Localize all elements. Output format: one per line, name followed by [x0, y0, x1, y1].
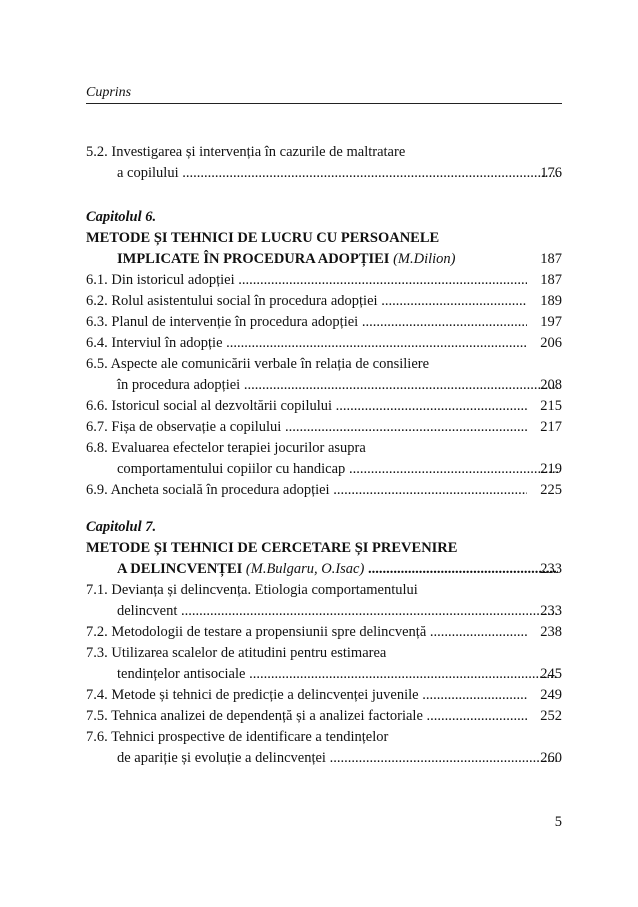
- toc-page-number: 189: [540, 293, 562, 309]
- toc-entry-7-6: 7.6. Tehnici prospective de identificare a tendințelor: [86, 729, 389, 745]
- chapter-title-continuation: A DELINCVENȚEI: [117, 561, 243, 577]
- chapter-label: Capitolul 6.: [86, 209, 157, 225]
- toc-page-number: 249: [540, 687, 562, 703]
- toc-page-number: 176: [540, 165, 562, 181]
- chapter-title-continuation: IMPLICATE ÎN PROCEDURA ADOPȚIEI: [117, 251, 390, 267]
- chapter-title: METODE ȘI TEHNICI DE LUCRU CU PERSOANELE: [86, 230, 440, 246]
- toc-entry-continuation: a copilului .....: [86, 163, 558, 184]
- toc-page-number: 225: [540, 482, 562, 498]
- toc-page-number: 208: [540, 377, 562, 393]
- toc-entry-6-2: 6.2. Rolul asistentului social în procedura adopției .....: [86, 291, 527, 312]
- toc-entry-6-1: 6.1. Din istoricul adopției .....: [86, 270, 527, 291]
- toc-page-number: 219: [540, 461, 562, 477]
- toc-section-7: [86, 580, 562, 769]
- toc-page-number: 252: [540, 708, 562, 724]
- toc-entry-7-5: 7.5. Tehnica analizei de dependență și a analizei factoriale .....: [86, 706, 527, 727]
- chapter-title: METODE ȘI TEHNICI DE CERCETARE ȘI PREVENIRE: [86, 540, 458, 556]
- toc-entry-6-7: 6.7. Fișa de observație a copilului .....: [86, 417, 527, 438]
- header-rule: [86, 103, 562, 104]
- toc-entry-5-2: [86, 142, 562, 184]
- toc-entry-6-6: 6.6. Istoricul social al dezvoltării copilului .....: [86, 396, 527, 417]
- running-header: Cuprins: [86, 85, 132, 100]
- toc-entry-text: 5.2. Investigarea și intervenția în cazurile de maltratare: [86, 144, 406, 160]
- toc-entry-continuation: de apariție și evoluție a delincvenței .....: [86, 748, 558, 769]
- chapter-7-heading: [86, 517, 562, 580]
- toc-entry-6-9: 6.9. Ancheta socială în procedura adopției .....: [86, 480, 527, 501]
- toc-page-number: 233: [540, 603, 562, 619]
- toc-page-number: 260: [540, 750, 562, 766]
- toc-entry-6-8: 6.8. Evaluarea efectelor terapiei jocurilor asupra: [86, 440, 366, 456]
- chapter-label: Capitolul 7.: [86, 519, 157, 535]
- toc-page-number: 187: [540, 251, 562, 267]
- toc-entry-continuation: comportamentului copiilor cu handicap .....: [86, 459, 558, 480]
- toc-entry-continuation: în procedura adopției .....: [86, 375, 558, 396]
- toc-entry-7-1: 7.1. Devianța și delincvența. Etiologia comportamentului: [86, 582, 418, 598]
- toc-entry-6-4: 6.4. Interviul în adopție .....: [86, 333, 527, 354]
- toc-entry-7-2: 7.2. Metodologii de testare a propensiunii spre delincvență .....: [86, 622, 527, 643]
- toc-page-number: 217: [540, 419, 562, 435]
- toc-page-number: 206: [540, 335, 562, 351]
- toc-entry-continuation: delincvent .....: [86, 601, 558, 622]
- toc-page-number: 233: [540, 561, 562, 577]
- toc-entry-6-5: 6.5. Aspecte ale comunicării verbale în relația de consiliere: [86, 356, 430, 372]
- chapter-authors: (M.Bulgaru, O.Isac): [245, 561, 365, 577]
- toc-entry-6-3: 6.3. Planul de intervenție în procedura adopției .....: [86, 312, 527, 333]
- toc-page-number: 187: [540, 272, 562, 288]
- toc-section-6: [86, 270, 562, 501]
- chapter-6-heading: [86, 207, 562, 270]
- toc-entry-continuation: tendințelor antisociale .....: [86, 664, 558, 685]
- page-number: 5: [554, 814, 562, 830]
- toc-page-number: 215: [540, 398, 562, 414]
- toc-page-number: 245: [540, 666, 562, 682]
- toc-page-number: 238: [540, 624, 562, 640]
- toc-entry-7-4: 7.4. Metode și tehnici de predicție a delincvenței juvenile .....: [86, 685, 527, 706]
- toc-entry-7-3: 7.3. Utilizarea scalelor de atitudini pentru estimarea: [86, 645, 387, 661]
- toc-page-number: 197: [540, 314, 562, 330]
- chapter-authors: (M.Dilion): [393, 251, 456, 267]
